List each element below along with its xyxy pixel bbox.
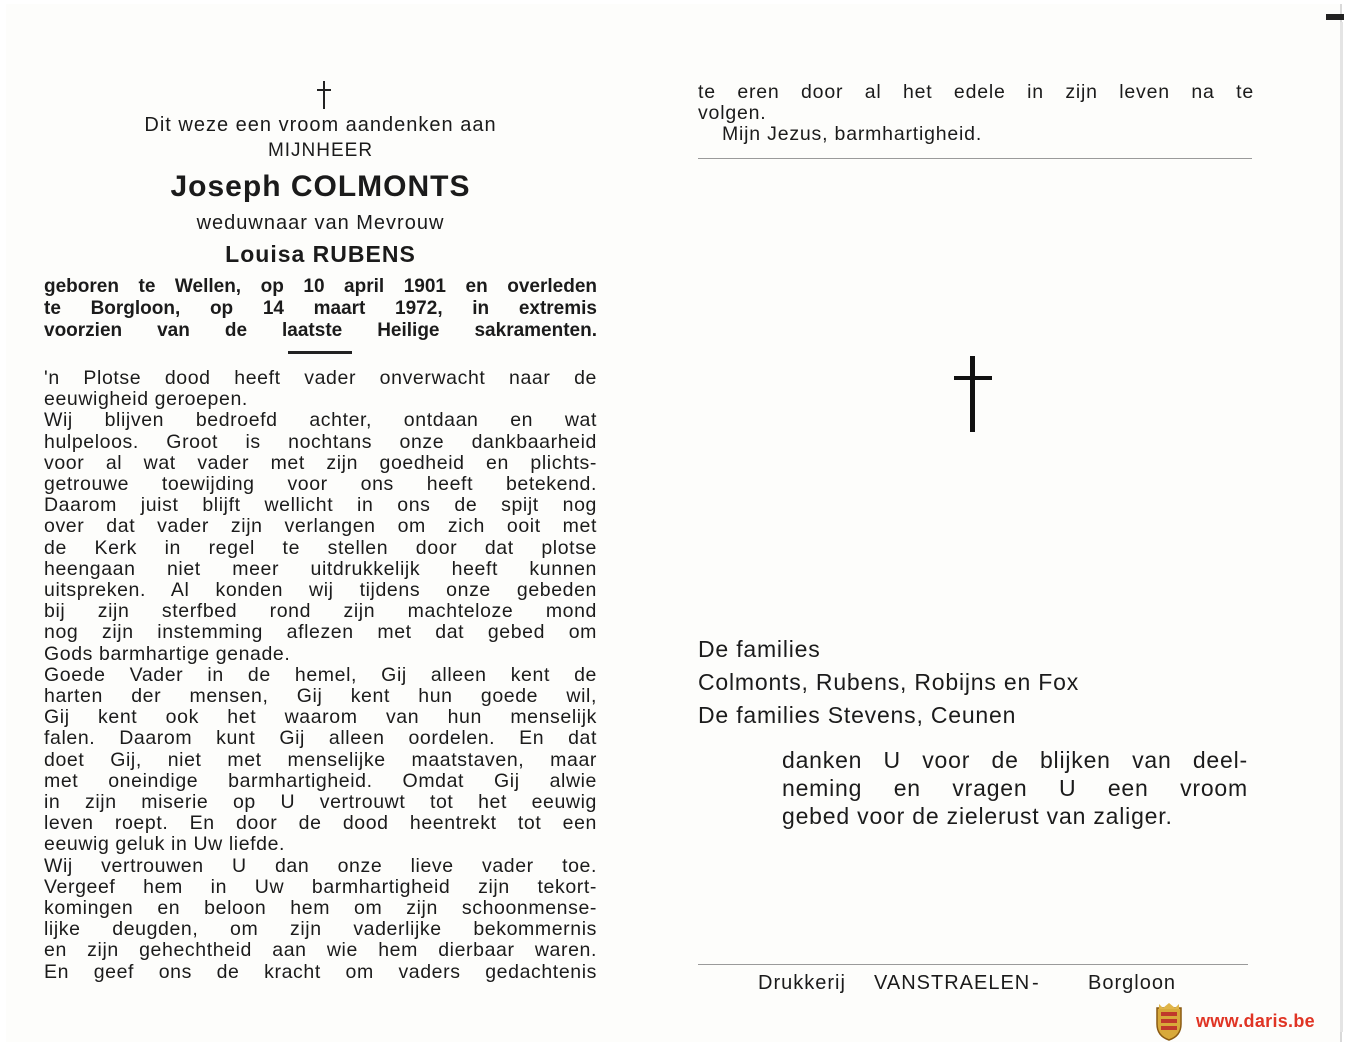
intro-line: Dit weze een vroom aandenken aan [144, 114, 497, 136]
text-line: bij zijn sterfbed rond zijn machteloze mond [44, 600, 597, 623]
birth-line: voorzien van de laatste Heilige sakramenten. [44, 320, 597, 341]
text-line: gebed voor de zielerust van zaliger. [782, 803, 1173, 829]
text-line: de Kerk in regel te stellen door dat plotse [44, 536, 597, 559]
text-line: nog zijn instemming aflezen met dat gebed om [44, 621, 597, 644]
thanks-text [782, 746, 1248, 830]
spouse-name: Louisa RUBENS [225, 241, 416, 267]
divider [698, 964, 1248, 965]
divider [288, 351, 352, 354]
text-line: Gods barmhartige genade. [44, 642, 291, 665]
text-line: te eren door al het edele in zijn leven na te [698, 81, 1254, 103]
printer-city: Borgloon [1088, 972, 1177, 994]
text-line: Goede Vader in de hemel, Gij alleen kent de [44, 663, 597, 686]
divider [698, 158, 1252, 159]
honorific: MIJNHEER [267, 140, 374, 161]
memorial-text [44, 368, 597, 983]
text-line: danken U voor de blijken van deel- [782, 747, 1248, 773]
text-line: leven roept. En door de dood heentrekt tot een [44, 812, 597, 835]
text-line: lijke deugden, om zijn vaderlijke bekommernis [44, 918, 597, 941]
text-line: voor al wat vader met zijn goedheid en plichts- [44, 451, 597, 474]
text-line: Gij kent ook het waarom van hun menselijk [44, 706, 597, 729]
text-line: falen. Daarom kunt Gij alleen oordelen. En dat [44, 727, 597, 750]
text-line: Wij blijven bedroefd achter, ontdaan en wat [44, 409, 597, 432]
text-line: neming en vragen U een vroom [782, 775, 1248, 801]
cross-icon [317, 81, 331, 111]
printer-name: VANSTRAELEN [874, 972, 1031, 994]
watermark-link[interactable]: www.daris.be [1196, 1011, 1315, 1031]
text-line: uitspreken. Al konden wij tijdens onze gebeden [44, 579, 597, 602]
text-line: harten der mensen, Gij kent hun goede wil, [44, 685, 597, 708]
families-line: De families Stevens, Ceunen [698, 702, 1017, 728]
text-line: Vergeef hem in Uw barmhartigheid zijn tekort- [44, 875, 597, 898]
relation-line: weduwnaar van Mevrouw [196, 212, 445, 234]
prayer-continuation [698, 82, 1254, 145]
text-line: 'n Plotse dood heeft vader onverwacht naar de [44, 367, 597, 389]
prayer-invocation: Mijn Jezus, barmhartigheid. [722, 123, 983, 145]
text-line: met oneindige barmhartigheid. Omdat Gij alwie [44, 769, 597, 792]
families-line: De families [698, 636, 821, 662]
text-line: en zijn gehechtheid aan wie hem dierbaar waren. [44, 939, 597, 962]
deceased-name: Joseph COLMONTS [170, 170, 471, 203]
card-edge [1340, 22, 1343, 1032]
text-line: in zijn miserie op U vertrouwt tot het eeuwig [44, 791, 597, 814]
text-line: doet Gij, niet met menselijke maatstaven, maar [44, 748, 597, 771]
text-line: volgen. [698, 102, 767, 124]
text-line: over dat vader zijn verlangen om zich ooit met [44, 515, 597, 538]
text-line: heengaan niet meer uitdrukkelijk heeft kunnen [44, 557, 597, 580]
printer-dash: - [1032, 972, 1040, 994]
families-list [698, 634, 1254, 733]
printer-label: Drukkerij [758, 972, 846, 994]
text-line: eeuwig geluk in Uw liefde. [44, 833, 286, 856]
text-line: En geef ons de kracht om vaders gedachtenis [44, 960, 597, 983]
text-line: Wij vertrouwen U dan onze lieve vader toe. [44, 854, 597, 877]
text-line: hulpeloos. Groot is nochtans onze dankbaarheid [44, 430, 597, 453]
text-line: komingen en beloon hem om zijn schoonmense- [44, 897, 597, 920]
text-line: Daarom juist blijft wellicht in ons de spijt nog [44, 494, 597, 517]
birth-line: te Borgloon, op 14 maart 1972, in extremis [44, 298, 597, 319]
birth-line: geboren te Wellen, op 10 april 1901 en overleden [44, 276, 597, 297]
families-line: Colmonts, Rubens, Robijns en Fox [698, 669, 1079, 695]
corner-mark [1326, 14, 1344, 20]
coat-of-arms-icon [1153, 1002, 1185, 1042]
cross-icon [954, 356, 992, 434]
text-line: getrouwe toewijding voor ons heeft betekend. [44, 473, 597, 496]
birth-death-info [44, 276, 597, 342]
text-line: eeuwigheid geroepen. [44, 388, 248, 411]
